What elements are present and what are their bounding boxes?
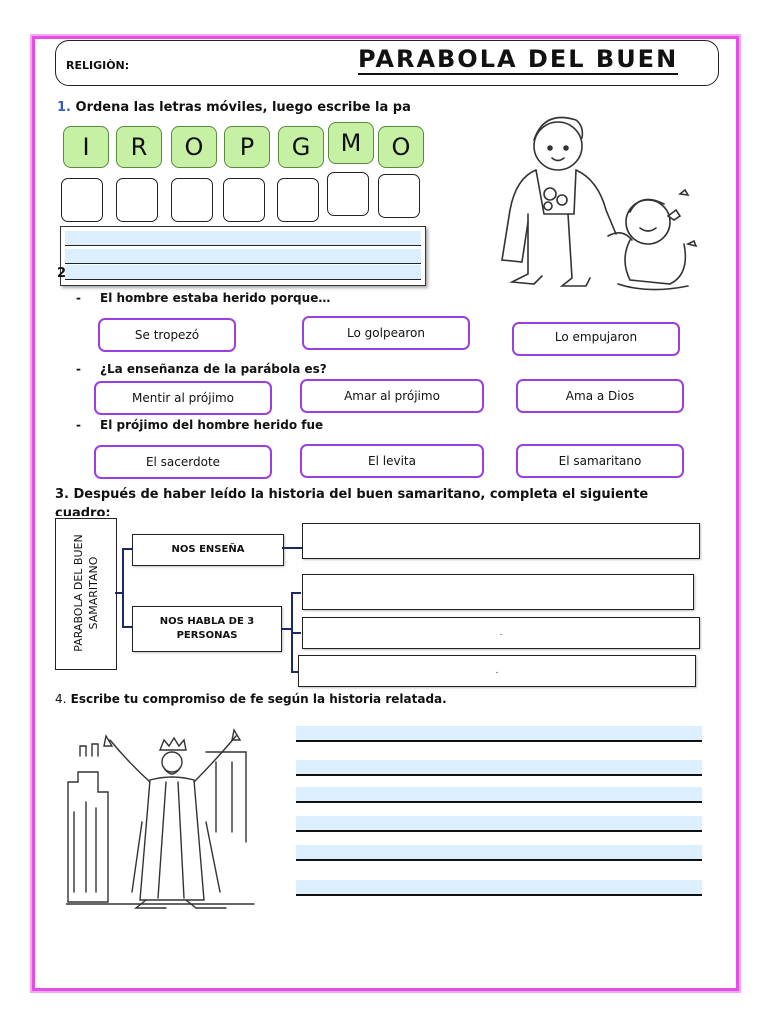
question-1 (57, 100, 411, 115)
answer-box[interactable] (61, 178, 103, 222)
answer-box[interactable] (116, 178, 158, 222)
question-2c: - El prójimo del hombre herido fue (76, 418, 324, 432)
option-lo-empujaron[interactable]: Lo empujaron (512, 322, 680, 356)
question-4-text: Escribe tu compromiso de fe según la historia relatada. (70, 692, 447, 706)
question-4 (55, 692, 447, 706)
letter-tile[interactable]: P (224, 126, 270, 168)
person-1-answer-box[interactable] (302, 574, 694, 610)
answer-box[interactable] (378, 174, 420, 218)
option-se-tropezo[interactable]: Se tropezó (98, 318, 236, 352)
answer-box[interactable] (223, 178, 265, 222)
answer-box[interactable] (327, 172, 369, 216)
question-3-text-cont: cuadro: (55, 506, 111, 516)
page-title: PARABOLA DEL BUEN (358, 45, 679, 73)
answer-box[interactable] (171, 178, 213, 222)
question-2-number: 2 (57, 266, 67, 281)
nos-habla-box: NOS HABLA DE 3 PERSONAS (132, 606, 282, 652)
answer-box[interactable] (277, 178, 319, 222)
king-illustration (66, 722, 256, 914)
letter-tile[interactable]: G (278, 126, 324, 168)
subject-label: RELIGIÒN: (66, 59, 130, 72)
question-1-number: 1. (57, 100, 71, 115)
question-2a-prompt: El hombre estaba herido porque… (100, 291, 331, 305)
letter-tile[interactable]: I (63, 126, 109, 168)
question-2a: - El hombre estaba herido porque… (76, 291, 331, 305)
letter-tile[interactable]: M (328, 122, 374, 164)
header-box (55, 40, 719, 86)
letter-tile[interactable]: R (116, 126, 162, 168)
nos-ensena-answer-box[interactable] (302, 523, 700, 559)
option-amar-al-projimo[interactable]: Amar al prójimo (300, 379, 484, 413)
word-writing-lines[interactable] (60, 226, 426, 286)
person-2-answer-box[interactable]: . (302, 617, 700, 649)
option-mentir-al-projimo[interactable]: Mentir al prójimo (94, 381, 272, 415)
option-lo-golpearon[interactable]: Lo golpearon (302, 316, 470, 350)
option-el-sacerdote[interactable]: El sacerdote (94, 445, 272, 479)
question-4-number: 4. (55, 692, 67, 706)
question-2b: - ¿La enseñanza de la parábola es? (76, 362, 327, 376)
question-1-text: Ordena las letras móviles, luego escribe la pa (75, 100, 411, 115)
parable-title-box: PARABOLA DEL BUEN SAMARITANO (55, 518, 117, 670)
person-3-answer-box[interactable]: . (298, 655, 696, 687)
question-2b-prompt: ¿La enseñanza de la parábola es? (100, 362, 327, 376)
option-el-levita[interactable]: El levita (300, 444, 484, 478)
nos-ensena-box: NOS ENSEÑA (132, 534, 284, 566)
good-samaritan-illustration (458, 104, 726, 304)
option-el-samaritano[interactable]: El samaritano (516, 444, 684, 478)
question-2c-prompt: El prójimo del hombre herido fue (100, 418, 324, 432)
question-3-text: 3. Después de haber leído la historia del buen samaritano, completa el siguiente (55, 487, 649, 502)
letter-tile[interactable]: O (378, 126, 424, 168)
letter-tile[interactable]: O (171, 126, 217, 168)
option-ama-a-dios[interactable]: Ama a Dios (516, 379, 684, 413)
